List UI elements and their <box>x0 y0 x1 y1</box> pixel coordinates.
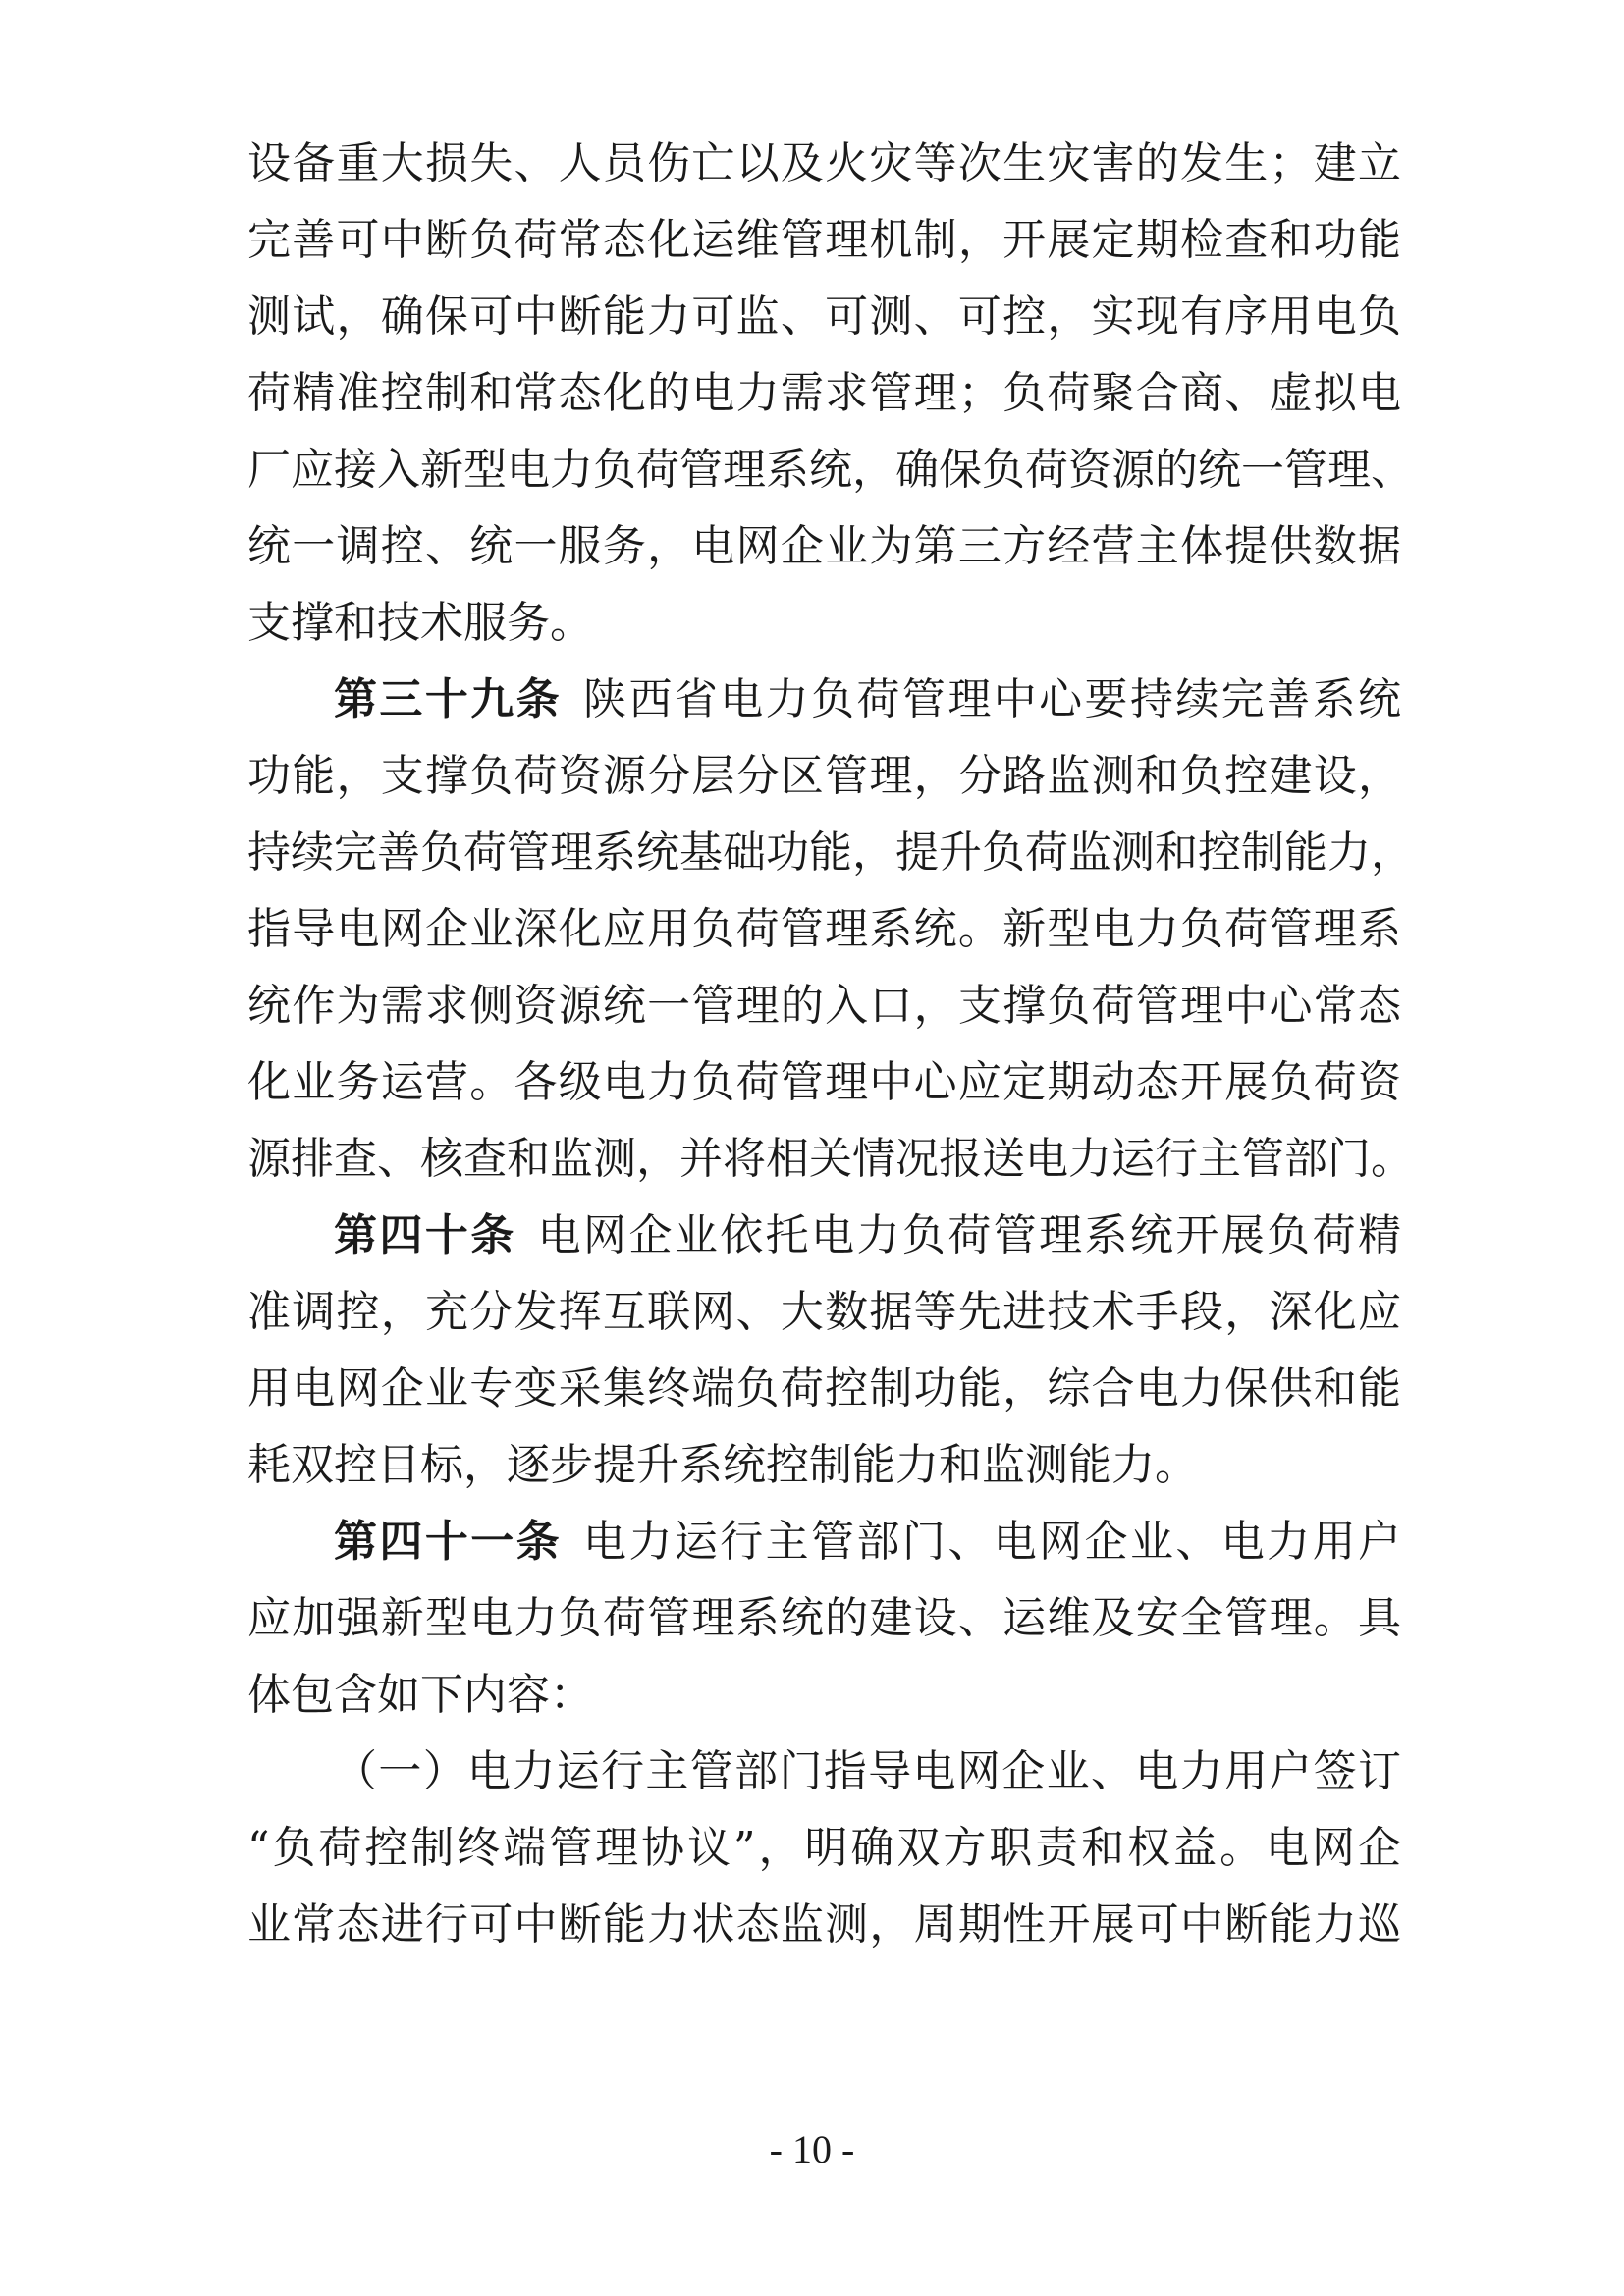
item-1-line-2: “负荷控制终端管理协议”，明确双方职责和权益。电网企 <box>247 1823 1401 1873</box>
item-1-line-1: （一）电力运行主管部门指导电网企业、电力用户签订 <box>334 1746 1401 1796</box>
paragraph-1-line-7: 支撑和技术服务。 <box>247 598 593 648</box>
paragraph-1-line-5: 厂应接入新型电力负荷管理系统，确保负荷资源的统一管理、 <box>247 445 1414 495</box>
article-41-line-2: 应加强新型电力负荷管理系统的建设、运维及安全管理。具 <box>247 1593 1401 1643</box>
paragraph-1-line-1: 设备重大损失、人员伤亡以及火灾等次生灾害的发生；建立 <box>247 138 1401 188</box>
article-39-line-7: 源排查、核查和监测，并将相关情况报送电力运行主管部门。 <box>247 1134 1414 1184</box>
paragraph-1-line-3: 测试，确保可中断能力可监、可测、可控，实现有序用电负 <box>247 292 1401 342</box>
item-1-line-3: 业常态进行可中断能力状态监测，周期性开展可中断能力巡 <box>247 1899 1401 1949</box>
article-39-first-line <box>334 662 1401 738</box>
article-41-label: 第四十一条 <box>334 1517 563 1567</box>
article-39-line-2: 功能，支撑负荷资源分层分区管理，分路监测和负控建设， <box>247 751 1401 801</box>
article-41-line-1: 电力运行主管部门、电网企业、电力用户 <box>583 1517 1401 1567</box>
article-40-first-line <box>334 1198 1401 1274</box>
article-41-first-line <box>334 1504 1401 1580</box>
paragraph-1-line-6: 统一调控、统一服务，电网企业为第三方经营主体提供数据 <box>247 521 1401 571</box>
article-41-line-3: 体包含如下内容： <box>247 1670 593 1720</box>
article-39-line-3: 持续完善负荷管理系统基础功能，提升负荷监测和控制能力， <box>247 828 1414 878</box>
article-39-line-5: 统作为需求侧资源统一管理的入口，支撑负荷管理中心常态 <box>247 981 1401 1031</box>
paragraph-1-line-4: 荷精准控制和常态化的电力需求管理；负荷聚合商、虚拟电 <box>247 368 1401 418</box>
article-40-line-4: 耗双控目标，逐步提升系统控制能力和监测能力。 <box>247 1440 1198 1490</box>
paragraph-1-line-2: 完善可中断负荷常态化运维管理机制，开展定期检查和功能 <box>247 215 1401 265</box>
article-39-line-6: 化业务运营。各级电力负荷管理中心应定期动态开展负荷资 <box>247 1057 1401 1107</box>
article-40-label: 第四十条 <box>334 1210 516 1260</box>
article-40-line-1: 电网企业依托电力负荷管理系统开展负荷精 <box>537 1210 1402 1260</box>
article-39-label: 第三十九条 <box>334 674 563 724</box>
article-39-line-4: 指导电网企业深化应用负荷管理系统。新型电力负荷管理系 <box>247 904 1401 954</box>
article-40-line-3: 用电网企业专变采集终端负荷控制功能，综合电力保供和能 <box>247 1363 1401 1414</box>
page-number: - 10 - <box>769 2127 855 2171</box>
article-39-line-1: 陕西省电力负荷管理中心要持续完善系统 <box>583 674 1401 724</box>
article-40-line-2: 准调控，充分发挥互联网、大数据等先进技术手段，深化应 <box>247 1287 1401 1337</box>
